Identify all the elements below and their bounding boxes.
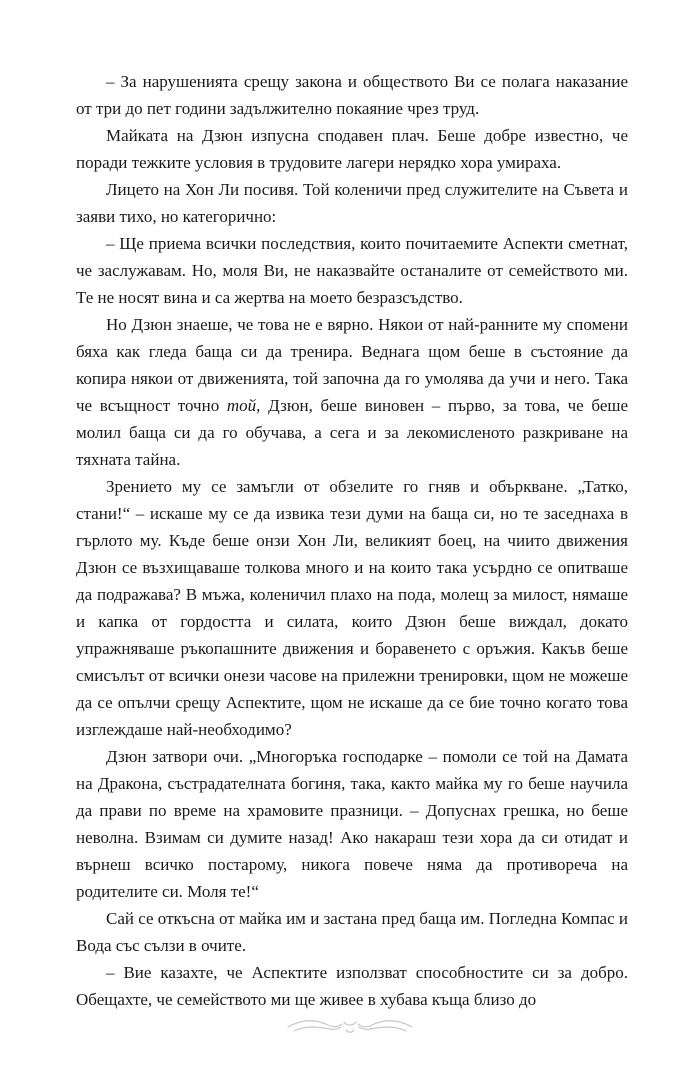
paragraph-text: Но Дзюн знаеше, че това не е вярно. Някои от най-ранните му спомени бяха как гледа баща си да тренира. Веднага щом беше в състояние да копира някои от движенията, той започна да го умолява да учи и него. Така че всъщност точно <box>76 315 628 415</box>
paragraph <box>76 311 628 473</box>
paragraph: – За нарушенията срещу закона и обществото Ви се полага наказание от три до пет години задължително покаяние чрез труд. <box>76 72 628 118</box>
paragraph: Зрението му се замъгли от обзелите го гняв и объркване. „Татко, стани!“ – искаше му се да извика тези думи на баща си, но те заседнаха в гърлото му. Къде беше онзи Хон Ли, великият боец, на чиито движения Дзюн се възхищаваше толкова много и на които така усърдно се опитваше да подражава? В мъжа, коленичил плахо на пода, молещ за милост, нямаше и капка от гордостта и силата, които Дзюн беше виждал, докато упражняваше ръкопашните движения и боравенето с оръжия. Какъв беше смисълът от всички онези часове на прилежни тренировки, щом не можеше да се опълчи срещу Аспектите, щом не искаше да се бие точно когато това изглеждаше най-необходимо? <box>76 477 628 739</box>
emphasized-word: той, <box>226 396 261 415</box>
paragraph: Дзюн затвори очи. „Многоръка господарке – помоли се той на Дамата на Дракона, състрадателната богиня, така, както майка му го беше научила да прави по време на храмовите празници. – Допуснах грешка, но беше неволна. Взимам си думите назад! Ако накараш тези хора да си отидат и върнеш всичко постарому, никога повече няма да противореча на родителите си. Моля те!“ <box>76 747 628 901</box>
page-text <box>76 68 628 1013</box>
paragraph: Сай се откъсна от майка им и застана пред баща им. Погледна Компас и Вода със сълзи в очите. <box>76 909 628 955</box>
paragraph: – Ще приема всички последствия, които почитаемите Аспекти сметнат, че заслужавам. Но, моля Ви, не наказвайте останалите от семейството ми. Те не носят вина и са жертва на моето безразсъдство. <box>76 234 628 307</box>
paragraph: – Вие казахте, че Аспектите използват способностите си за добро. Обещахте, че семейството ми ще живее в хубава къща близо до <box>76 963 628 1009</box>
flourish-ornament-icon <box>280 1015 420 1039</box>
paragraph: Лицето на Хон Ли посивя. Той коленичи пред служителите на Съвета и заяви тихо, но категорично: <box>76 180 628 226</box>
paragraph: Майката на Дзюн изпусна сподавен плач. Беше добре известно, че поради тежките условия в трудовите лагери нерядко хора умираха. <box>76 126 628 172</box>
paragraph-text: Дзюн, беше виновен – първо, за това, че беше молил баща си да го обучава, а сега и за лекомисленото разкриване на тяхната тайна. <box>76 396 628 469</box>
